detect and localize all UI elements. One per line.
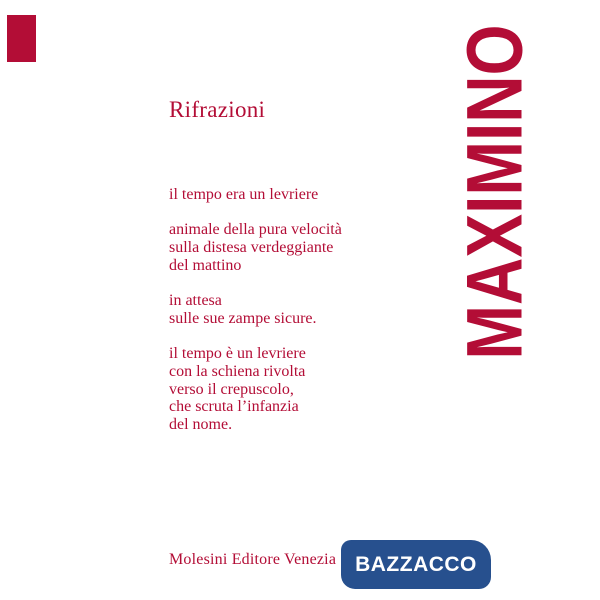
poem-line: sulle sue zampe sicure. [169,309,317,327]
poem-line: con la schiena rivolta [169,362,306,380]
book-title: Rifrazioni [169,97,266,122]
poem-line: il tempo era un levriere [169,186,319,203]
poem-line: sulla distesa verdeggiante [169,239,334,257]
poem-stanza-4 [169,345,342,434]
author-vertical-strip [449,23,538,360]
poem-line: verso il crepuscolo, [169,380,294,398]
red-square-mark [7,15,36,62]
poem-line: animale della pura velocità [169,221,342,239]
poem-line: del mattino [169,256,242,274]
poem-line: in attesa [169,292,222,310]
poem [169,186,342,451]
collection-badge [341,540,491,589]
publisher-name: Molesini Editore Venezia [169,551,337,568]
poem-line: che scruta l’infanzia [169,398,299,416]
collection-name: BAZZACCO [355,553,477,576]
poem-line: del nome. [169,416,233,434]
poem-stanza-3 [169,292,342,327]
author-name: MAXIMINO [449,23,538,360]
poem-line: il tempo è un levriere [169,345,306,363]
poem-stanza-1 [169,186,342,204]
poem-stanza-2 [169,221,342,274]
